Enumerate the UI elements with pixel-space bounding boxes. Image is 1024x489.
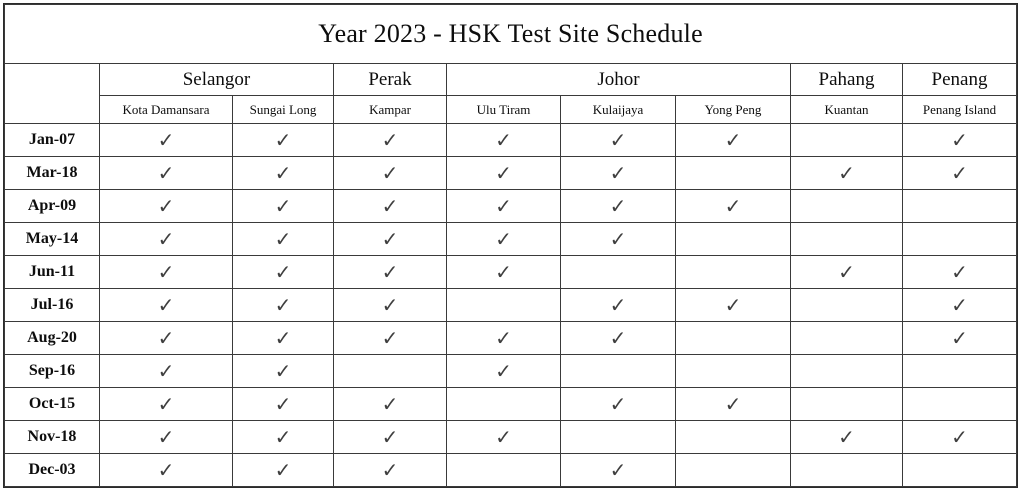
check-icon [676, 124, 791, 157]
check-glyph: ✓ [381, 161, 399, 185]
check-icon [334, 289, 447, 322]
empty-cell [903, 388, 1017, 421]
check-glyph: ✓ [951, 128, 968, 152]
check-glyph: ✓ [724, 128, 742, 152]
check-icon [447, 256, 561, 289]
check-glyph: ✓ [381, 458, 399, 482]
empty-cell [676, 322, 791, 355]
check-icon [334, 454, 447, 487]
check-icon [100, 256, 233, 289]
check-glyph: ✓ [274, 425, 292, 449]
table-row [5, 289, 1017, 322]
date-label-jul-16: Jul-16 [5, 289, 100, 322]
check-icon [561, 124, 676, 157]
check-icon [100, 289, 233, 322]
check-icon [233, 223, 334, 256]
check-glyph: ✓ [724, 194, 742, 218]
check-icon [334, 388, 447, 421]
check-glyph: ✓ [381, 128, 399, 152]
site-header-kota-damansara: Kota Damansara [100, 96, 233, 124]
check-glyph: ✓ [838, 425, 855, 449]
check-glyph: ✓ [274, 326, 292, 350]
check-glyph: ✓ [609, 227, 627, 251]
check-icon [100, 124, 233, 157]
check-icon [100, 223, 233, 256]
state-header-perak: Perak [334, 64, 447, 96]
check-glyph: ✓ [157, 425, 175, 449]
table-row [5, 223, 1017, 256]
check-glyph: ✓ [157, 392, 175, 416]
empty-cell [676, 355, 791, 388]
empty-cell [791, 190, 903, 223]
table-header [5, 5, 1017, 124]
check-glyph: ✓ [274, 227, 292, 251]
check-icon [100, 388, 233, 421]
date-label-dec-03: Dec-03 [5, 454, 100, 487]
check-icon [233, 388, 334, 421]
hsk-test-site-schedule-table [4, 4, 1017, 487]
empty-cell [676, 421, 791, 454]
check-icon [233, 322, 334, 355]
check-glyph: ✓ [951, 326, 968, 350]
check-glyph: ✓ [495, 359, 512, 383]
date-label-oct-15: Oct-15 [5, 388, 100, 421]
check-glyph: ✓ [609, 392, 627, 416]
check-glyph: ✓ [495, 260, 512, 284]
check-icon [100, 355, 233, 388]
empty-cell [791, 388, 903, 421]
check-glyph: ✓ [381, 326, 399, 350]
check-icon [233, 289, 334, 322]
empty-cell [676, 157, 791, 190]
check-icon [100, 157, 233, 190]
check-glyph: ✓ [609, 458, 627, 482]
check-glyph: ✓ [951, 425, 968, 449]
site-header-sungai-long: Sungai Long [233, 96, 334, 124]
check-glyph: ✓ [157, 458, 175, 482]
empty-cell [903, 223, 1017, 256]
page-title: Year 2023 - HSK Test Site Schedule [5, 5, 1017, 64]
check-glyph: ✓ [157, 194, 175, 218]
check-icon [447, 157, 561, 190]
check-icon [233, 124, 334, 157]
empty-cell [791, 223, 903, 256]
check-glyph: ✓ [495, 161, 512, 185]
empty-cell [791, 322, 903, 355]
check-icon [100, 322, 233, 355]
check-glyph: ✓ [157, 161, 175, 185]
check-glyph: ✓ [274, 458, 292, 482]
check-glyph: ✓ [951, 260, 968, 284]
state-header-row [5, 64, 1017, 96]
check-glyph: ✓ [609, 326, 627, 350]
check-icon [447, 223, 561, 256]
check-glyph: ✓ [381, 194, 399, 218]
check-icon [233, 157, 334, 190]
check-icon [561, 388, 676, 421]
empty-cell [903, 454, 1017, 487]
check-glyph: ✓ [838, 161, 855, 185]
check-icon [676, 388, 791, 421]
check-icon [334, 322, 447, 355]
check-glyph: ✓ [274, 392, 292, 416]
check-icon [233, 421, 334, 454]
date-label-jan-07: Jan-07 [5, 124, 100, 157]
check-icon [334, 157, 447, 190]
check-glyph: ✓ [274, 260, 292, 284]
check-icon [561, 190, 676, 223]
check-icon [334, 256, 447, 289]
check-glyph: ✓ [274, 359, 292, 383]
check-icon [903, 322, 1017, 355]
check-glyph: ✓ [495, 227, 512, 251]
check-glyph: ✓ [724, 293, 742, 317]
check-glyph: ✓ [274, 161, 292, 185]
date-label-nov-18: Nov-18 [5, 421, 100, 454]
check-glyph: ✓ [381, 425, 399, 449]
check-icon [561, 289, 676, 322]
site-header-kulaijaya: Kulaijaya [561, 96, 676, 124]
check-glyph: ✓ [274, 128, 292, 152]
check-glyph: ✓ [157, 260, 175, 284]
site-header-row [5, 96, 1017, 124]
empty-cell [561, 256, 676, 289]
check-icon [447, 421, 561, 454]
empty-cell [791, 289, 903, 322]
check-glyph: ✓ [274, 293, 292, 317]
date-label-mar-18: Mar-18 [5, 157, 100, 190]
empty-cell [447, 454, 561, 487]
empty-cell [791, 355, 903, 388]
state-header-selangor: Selangor [100, 64, 334, 96]
check-icon [561, 454, 676, 487]
empty-cell [903, 190, 1017, 223]
check-glyph: ✓ [609, 194, 627, 218]
state-header-penang: Penang [903, 64, 1017, 96]
check-glyph: ✓ [495, 194, 512, 218]
check-glyph: ✓ [724, 392, 742, 416]
check-icon [903, 124, 1017, 157]
check-icon [233, 256, 334, 289]
check-icon [334, 223, 447, 256]
check-glyph: ✓ [381, 227, 399, 251]
empty-cell [561, 355, 676, 388]
table-row [5, 322, 1017, 355]
state-header-pahang: Pahang [791, 64, 903, 96]
table-row [5, 454, 1017, 487]
check-icon [334, 124, 447, 157]
check-icon [233, 454, 334, 487]
check-icon [233, 355, 334, 388]
table-row [5, 157, 1017, 190]
check-icon [447, 322, 561, 355]
check-icon [676, 190, 791, 223]
date-label-may-14: May-14 [5, 223, 100, 256]
empty-cell [903, 355, 1017, 388]
check-glyph: ✓ [495, 425, 512, 449]
check-glyph: ✓ [157, 293, 175, 317]
empty-cell [334, 355, 447, 388]
check-glyph: ✓ [157, 359, 175, 383]
empty-cell [791, 124, 903, 157]
check-glyph: ✓ [838, 260, 855, 284]
table-row [5, 355, 1017, 388]
date-column-header [5, 64, 100, 124]
empty-cell [791, 454, 903, 487]
check-icon [447, 355, 561, 388]
check-glyph: ✓ [157, 227, 175, 251]
date-label-aug-20: Aug-20 [5, 322, 100, 355]
check-icon [903, 421, 1017, 454]
check-icon [903, 289, 1017, 322]
table-row [5, 124, 1017, 157]
check-glyph: ✓ [609, 161, 627, 185]
empty-cell [676, 223, 791, 256]
check-icon [676, 289, 791, 322]
table-row [5, 256, 1017, 289]
check-glyph: ✓ [381, 293, 399, 317]
check-glyph: ✓ [951, 161, 968, 185]
site-header-kuantan: Kuantan [791, 96, 903, 124]
check-glyph: ✓ [495, 128, 512, 152]
check-icon [100, 190, 233, 223]
state-header-johor: Johor [447, 64, 791, 96]
site-header-ulu-tiram: Ulu Tiram [447, 96, 561, 124]
check-icon [561, 322, 676, 355]
check-glyph: ✓ [157, 326, 175, 350]
date-label-sep-16: Sep-16 [5, 355, 100, 388]
check-glyph: ✓ [381, 260, 399, 284]
check-icon [903, 256, 1017, 289]
table-body [5, 124, 1017, 487]
empty-cell [447, 388, 561, 421]
empty-cell [447, 289, 561, 322]
check-glyph: ✓ [157, 128, 175, 152]
check-glyph: ✓ [951, 293, 968, 317]
table-row [5, 190, 1017, 223]
check-icon [791, 421, 903, 454]
title-row [5, 5, 1017, 64]
site-header-penang-island: Penang Island [903, 96, 1017, 124]
check-glyph: ✓ [381, 392, 399, 416]
check-icon [791, 256, 903, 289]
check-icon [791, 157, 903, 190]
check-glyph: ✓ [609, 128, 627, 152]
check-icon [233, 190, 334, 223]
table-row [5, 388, 1017, 421]
check-icon [903, 157, 1017, 190]
check-icon [561, 223, 676, 256]
check-icon [334, 421, 447, 454]
date-label-apr-09: Apr-09 [5, 190, 100, 223]
check-icon [334, 190, 447, 223]
check-icon [447, 190, 561, 223]
check-glyph: ✓ [609, 293, 627, 317]
empty-cell [676, 256, 791, 289]
date-label-jun-11: Jun-11 [5, 256, 100, 289]
check-glyph: ✓ [495, 326, 512, 350]
check-icon [100, 454, 233, 487]
check-icon [100, 421, 233, 454]
empty-cell [676, 454, 791, 487]
table-row [5, 421, 1017, 454]
empty-cell [561, 421, 676, 454]
site-header-yong-peng: Yong Peng [676, 96, 791, 124]
check-glyph: ✓ [274, 194, 292, 218]
check-icon [561, 157, 676, 190]
check-icon [447, 124, 561, 157]
site-header-kampar: Kampar [334, 96, 447, 124]
